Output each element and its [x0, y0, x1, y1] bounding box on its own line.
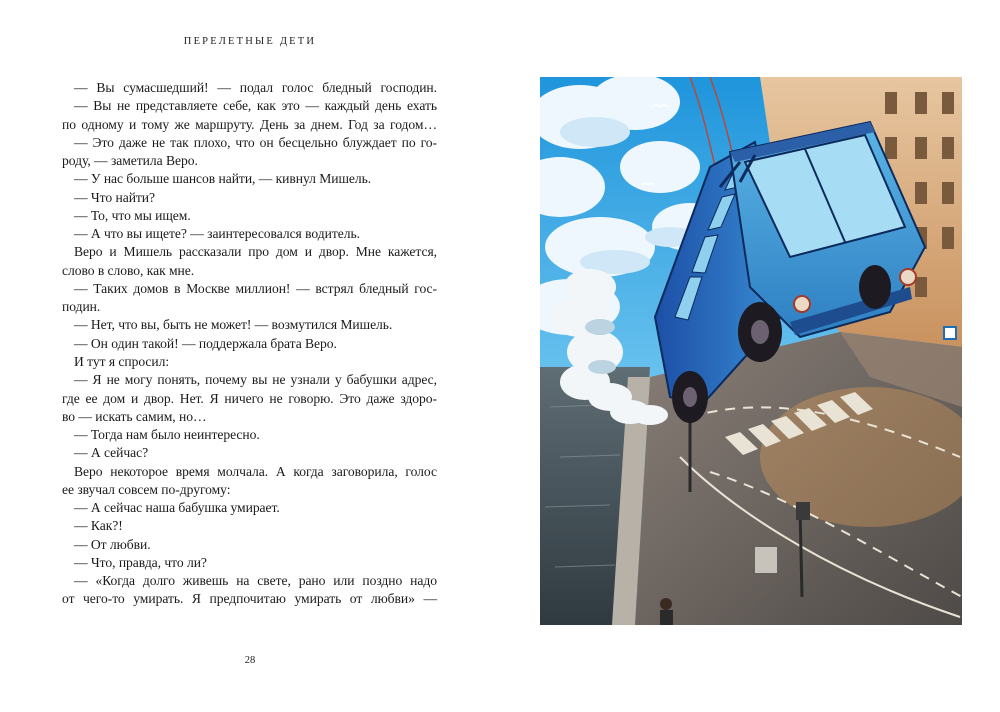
text-line: — Что, правда, что ли? [74, 554, 207, 570]
text-line: от чего-то умирать. Я предпочитаю умирать от любви» — [62, 591, 437, 607]
pedestrian [660, 598, 673, 625]
text-line: — А сейчас? [74, 445, 149, 461]
text-line: — «Когда долго живешь на свете, рано или поздно надо [74, 573, 437, 589]
running-head: ПЕРЕЛЕТНЫЕ ДЕТИ [183, 36, 317, 47]
text-line: во — искать самим, но… [62, 408, 207, 424]
text-line: — То, что мы ищем. [74, 207, 191, 223]
text-line: — Я не могу понять, почему вы не узнали у бабушки адрес, [74, 372, 437, 388]
text-line: подин. [62, 299, 101, 315]
road-sign [944, 327, 956, 339]
right-page [500, 0, 1000, 712]
text-line: — А сейчас наша бабушка умирает. [74, 500, 280, 516]
text-line: — От любви. [74, 536, 151, 552]
text-line: где ее дом и двор. Нет. Я ничего не говорю. Это даже здоро- [62, 390, 437, 406]
text-line: И тут я спросил: [74, 353, 170, 369]
text-line: — Он один такой! — поддержала брата Веро. [74, 335, 337, 351]
text-line: — Тогда нам было неинтересно. [74, 427, 260, 443]
text-line: — Это даже не так плохо, что он бесцельно блуждает по го- [74, 134, 437, 150]
text-line: — Как?! [74, 518, 123, 534]
text-line: — У нас больше шансов найти, — кивнул Мишель. [74, 171, 372, 187]
text-line: — Вы не представляете себе, как это — каждый день ехать [74, 98, 437, 114]
text-line: Веро некоторое время молчала. А когда заговорила, голос [74, 463, 437, 479]
kiosk [755, 547, 777, 573]
text-line: слово в слово, как мне. [62, 262, 195, 278]
text-line: — Таких домов в Москве миллион! — встрял бледный гос- [74, 280, 437, 296]
text-line: по одному и тому же маршруту. День за днем. Год за годом… [62, 116, 437, 132]
text-line: — Что найти? [74, 189, 156, 205]
text-line: — Нет, что вы, быть не может! — возмутился Мишель. [74, 317, 393, 333]
text-line: — Вы сумасшедший! — подал голос бледный господин. [74, 80, 437, 95]
traffic-light [796, 502, 810, 520]
trolleybus-illustration [540, 77, 962, 625]
text-line: — А что вы ищете? — заинтересовался водитель. [74, 226, 360, 242]
page-number: 28 [244, 655, 256, 666]
text-line: Веро и Мишель рассказали про дом и двор. Мне кажется, [74, 244, 437, 260]
body-text [62, 79, 437, 609]
text-line: ее звучал совсем по-другому: [62, 481, 231, 497]
illustration-canvas [540, 77, 962, 625]
text-line: роду, — заметила Веро. [62, 153, 198, 169]
